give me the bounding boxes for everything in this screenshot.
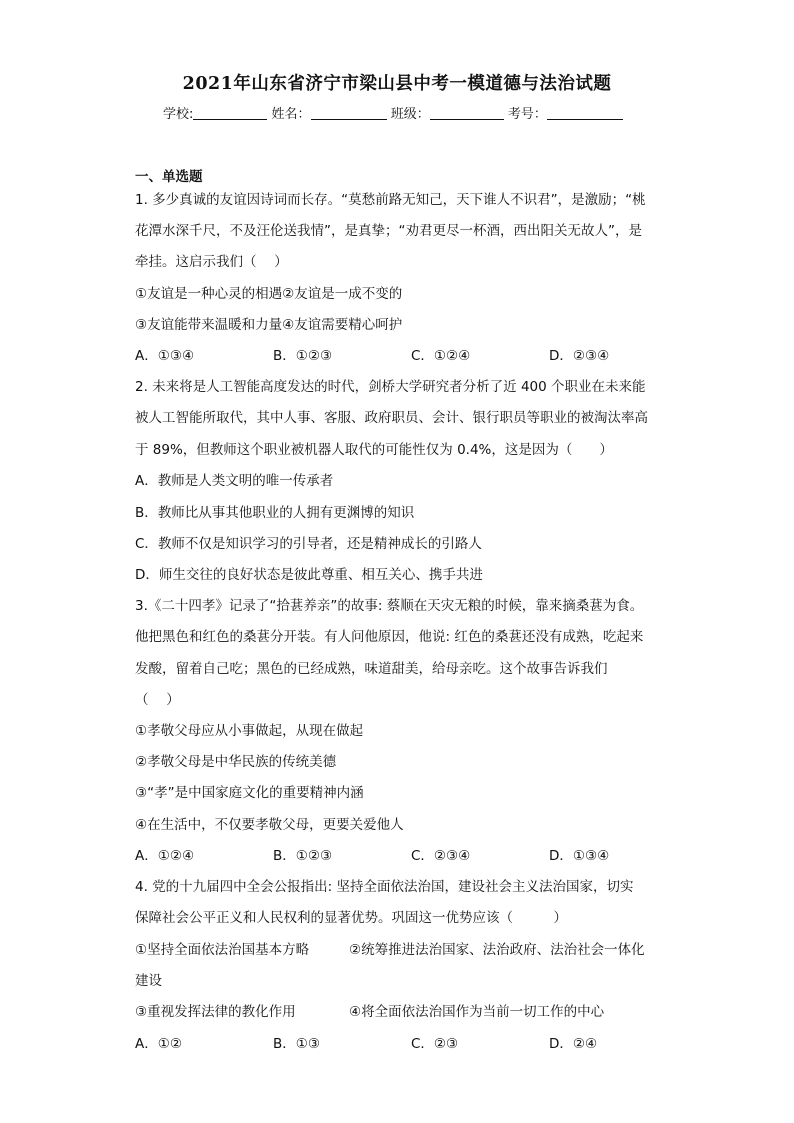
q3-statement-3: ③“孝”是中国家庭文化的重要精神内涵 (135, 785, 364, 801)
q1-line-2: 花潭水深千尺，不及汪伦送我情”，是真挚；“劝君更尽一杯酒，西出阳关无故人”，是 (135, 223, 642, 239)
q3-line-2: 他把黑色和红色的桑葚分开装。有人问他原因，他说: 红色的桑葚还没有成熟，吃起来 (135, 629, 644, 645)
q2-option-b[interactable]: B．教师比从事其他职业的人拥有更渊博的知识 (135, 505, 415, 521)
name-blank[interactable] (311, 107, 387, 120)
class-blank[interactable] (430, 107, 504, 120)
q1-line-3: 牵挂。这启示我们（ ） (135, 254, 288, 270)
q2-line-1: 2. 未来将是人工智能高度发达的时代，剑桥大学研究者分析了近 400 个职业在未来能 (135, 379, 646, 395)
q4-line-2: 保障社会公平正义和人民权利的显著优势。巩固这一优势应该（ ） (135, 910, 567, 926)
q1-statement-1: ①友谊是一种心灵的相遇②友谊是一成不变的 (135, 286, 403, 302)
q3-line-3: 发酸，留着自己吃；黑色的已经成熟，味道甜美，给母亲吃。这个故事告诉我们 (135, 661, 608, 677)
q1-option-c[interactable]: C．①②④ (411, 348, 471, 364)
q4-option-d[interactable]: D．②④ (549, 1036, 598, 1052)
q4-option-c[interactable]: C．②③ (411, 1036, 459, 1052)
q3-option-b[interactable]: B．①②③ (273, 848, 333, 864)
q4-line-1: 4. 党的十九届四中全会公报指出: 坚持全面依法治国，建设社会主义法治国家，切实 (135, 879, 634, 895)
q2-option-c[interactable]: C．教师不仅是知识学习的引导者，还是精神成长的引路人 (135, 536, 482, 552)
q1-option-a[interactable]: A．①③④ (135, 348, 195, 364)
school-blank[interactable] (193, 107, 267, 120)
q1-line-1: 1. 多少真诚的友谊因诗词而长存。“莫愁前路无知己，天下谁人不识君”，是激励；“桃 (135, 192, 646, 208)
q4-statement-3: ③重视发挥法律的教化作用 (135, 1004, 296, 1020)
q1-option-b[interactable]: B．①②③ (273, 348, 333, 364)
q1-statement-2: ③友谊能带来温暖和力量④友谊需要精心呵护 (135, 317, 403, 333)
class-label: 班级： (390, 107, 430, 122)
school-label: 学校: (163, 107, 194, 122)
q4-statement-2-cont: 建设 (135, 973, 162, 989)
q2-line-2: 被人工智能所取代，其中人事、客服、政府职员、会计、银行职员等职业的被淘汰率高 (135, 410, 648, 426)
q4-statement-1: ①坚持全面依法治国基本方略 (135, 942, 310, 958)
q3-statement-4: ④在生活中，不仅要孝敬父母，更要关爱他人 (135, 817, 404, 833)
q4-statement-2: ②统筹推进法治国家、法治政府、法治社会一体化 (349, 942, 645, 958)
q1-option-d[interactable]: D．②③④ (549, 348, 610, 364)
q3-option-c[interactable]: C．②③④ (411, 848, 471, 864)
q2-option-a[interactable]: A．教师是人类文明的唯一传承者 (135, 473, 334, 489)
exam-no-blank[interactable] (547, 107, 623, 120)
q3-line-1: 3.《二十四孝》记录了“拾葚养亲”的故事: 蔡顺在天灾无粮的时候，靠来摘桑葚为食。 (135, 598, 644, 614)
student-info-line (163, 103, 623, 122)
q4-option-b[interactable]: B．①③ (273, 1036, 320, 1052)
q4-option-a[interactable]: A．①② (135, 1036, 182, 1052)
q3-statement-2: ②孝敬父母是中华民族的传统美德 (135, 754, 337, 770)
name-label: 姓名： (271, 107, 311, 122)
q2-line-3: 于 89%，但教师这个职业被机器人取代的可能性仅为 0.4%，这是因为（ ） (135, 442, 613, 458)
q4-statement-4: ④将全面依法治国作为当前一切工作的中心 (349, 1004, 605, 1020)
q2-option-d[interactable]: D．师生交往的良好状态是彼此尊重、相互关心、携手共进 (135, 567, 483, 583)
q3-line-4: （ ） (135, 692, 180, 708)
section-heading: 一、单选题 (135, 169, 203, 185)
page-title: 2021年山东省济宁市梁山县中考一模道德与法治试题 (182, 74, 612, 94)
q3-statement-1: ①孝敬父母应从小事做起，从现在做起 (135, 723, 364, 739)
q3-option-d[interactable]: D．①③④ (549, 848, 610, 864)
exam-no-label: 考号： (507, 107, 547, 122)
q3-option-a[interactable]: A．①②④ (135, 848, 195, 864)
